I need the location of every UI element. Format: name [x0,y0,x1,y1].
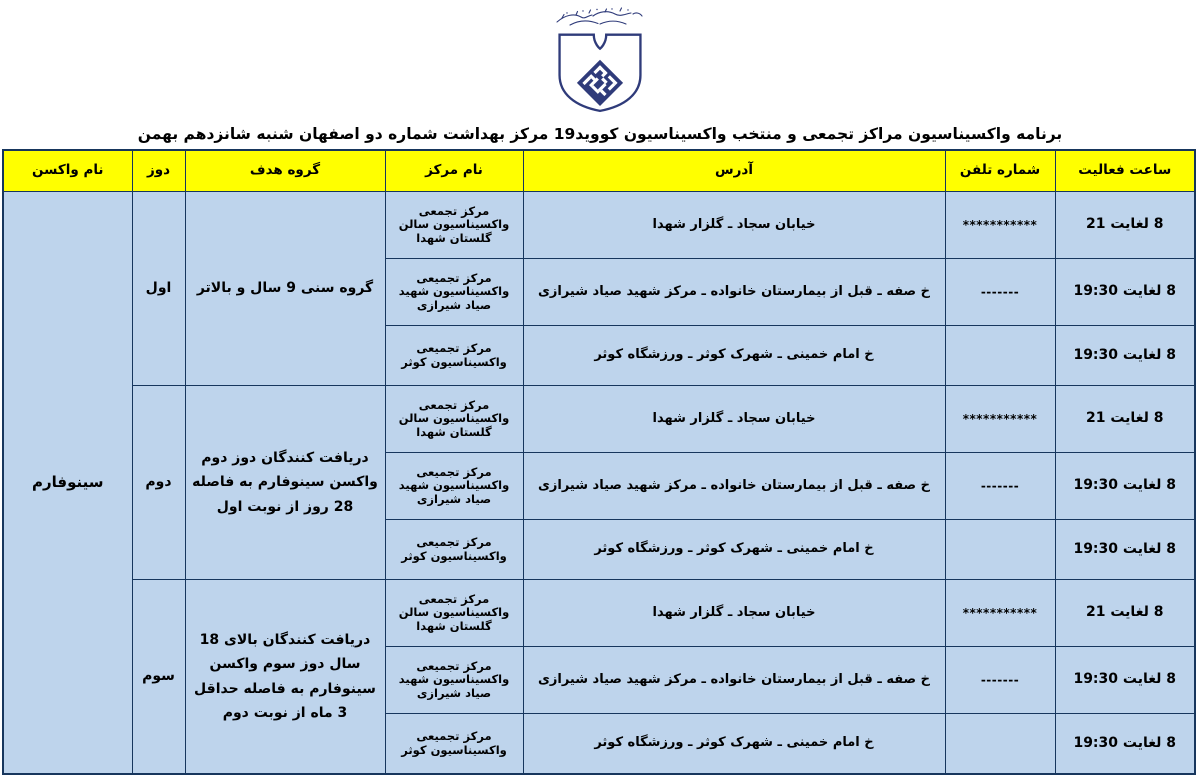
cell-center: مرکز تجمیعی واکسیناسیون کوثر [385,714,523,775]
cell-hours: 8 لغایت 19:30 [1055,259,1195,326]
cell-phone: *********** [945,580,1055,647]
cell-dose: دوم [132,386,185,580]
cell-group: دریافت کنندگان دوز دوم واکسن سینوفارم به فاصله 28 روز از نوبت اول [185,386,385,580]
cell-dose: سوم [132,580,185,775]
cell-address: خیابان سجاد ـ گلزار شهدا [523,580,945,647]
page-title: برنامه واکسیناسیون مراکز تجمعی و منتخب واکسیناسیون کووید19 مرکز بهداشت شماره دو اصفهان شنبه شانزدهم بهمن [137,125,1063,143]
column-header-center: نام مرکز [385,150,523,192]
column-header-address: آدرس [523,150,945,192]
cell-center: مرکز تجمعی واکسیناسیون سالن گلستان شهدا [385,580,523,647]
emblem-shield-icon [552,30,648,114]
cell-center: مرکز تجمیعی واکسیناسیون شهید صیاد شیرازی [385,647,523,714]
cell-hours: 8 لغایت 21 [1055,386,1195,453]
column-header-phone: شماره تلفن [945,150,1055,192]
vaccination-schedule-table [2,149,1196,775]
table-row [3,386,1195,453]
cell-address: خ امام خمینی ـ شهرک کوثر ـ ورزشگاه کوثر [523,520,945,580]
cell-address: خ امام خمینی ـ شهرک کوثر ـ ورزشگاه کوثر [523,326,945,386]
cell-address: خیابان سجاد ـ گلزار شهدا [523,386,945,453]
cell-hours: 8 لغایت 19:30 [1055,520,1195,580]
table-row [3,192,1195,259]
cell-center: مرکز تجمیعی واکسیناسیون کوثر [385,520,523,580]
cell-phone: ------- [945,647,1055,714]
cell-phone: ------- [945,259,1055,326]
cell-phone [945,326,1055,386]
cell-address: خیابان سجاد ـ گلزار شهدا [523,192,945,259]
header-row [3,150,1195,192]
university-emblem [541,5,659,117]
cell-phone: *********** [945,192,1055,259]
table-header [3,150,1195,192]
schedule-table-wrapper [0,149,1200,775]
column-header-vaccine: نام واکسن [3,150,132,192]
cell-hours: 8 لغایت 19:30 [1055,714,1195,775]
cell-phone: ------- [945,453,1055,520]
cell-hours: 8 لغایت 19:30 [1055,453,1195,520]
table-body [3,192,1195,775]
cell-hours: 8 لغایت 21 [1055,580,1195,647]
cell-hours: 8 لغایت 21 [1055,192,1195,259]
cell-center: مرکز تجمعی واکسیناسیون سالن گلستان شهدا [385,192,523,259]
cell-address: خ صفه ـ قبل از بیمارستان خانواده ـ مرکز شهید صیاد شیرازی [523,259,945,326]
table-row [3,580,1195,647]
cell-phone [945,520,1055,580]
cell-phone: *********** [945,386,1055,453]
cell-dose: اول [132,192,185,386]
masthead [0,0,1200,122]
cell-center: مرکز تجمیعی واکسیناسیون شهید صیاد شیرازی [385,453,523,520]
column-header-group: گروه هدف [185,150,385,192]
cell-address: خ صفه ـ قبل از بیمارستان خانواده ـ مرکز شهید صیاد شیرازی [523,647,945,714]
column-header-dose: دوز [132,150,185,192]
cell-address: خ صفه ـ قبل از بیمارستان خانواده ـ مرکز شهید صیاد شیرازی [523,453,945,520]
cell-phone [945,714,1055,775]
column-header-hours: ساعت فعالیت [1055,150,1195,192]
cell-hours: 8 لغایت 19:30 [1055,326,1195,386]
cell-address: خ امام خمینی ـ شهرک کوثر ـ ورزشگاه کوثر [523,714,945,775]
cell-group: دریافت کنندگان بالای 18 سال دوز سوم واکسن سینوفارم به فاصله حداقل 3 ماه از نوبت دوم [185,580,385,775]
cell-vaccine: سینوفارم [3,192,132,775]
emblem-script-icon [550,5,650,29]
cell-group: گروه سنی 9 سال و بالاتر [185,192,385,386]
cell-hours: 8 لغایت 19:30 [1055,647,1195,714]
cell-center: مرکز تجمیعی واکسیناسیون شهید صیاد شیرازی [385,259,523,326]
cell-center: مرکز تجمعی واکسیناسیون سالن گلستان شهدا [385,386,523,453]
cell-center: مرکز تجمیعی واکسیناسیون کوثر [385,326,523,386]
